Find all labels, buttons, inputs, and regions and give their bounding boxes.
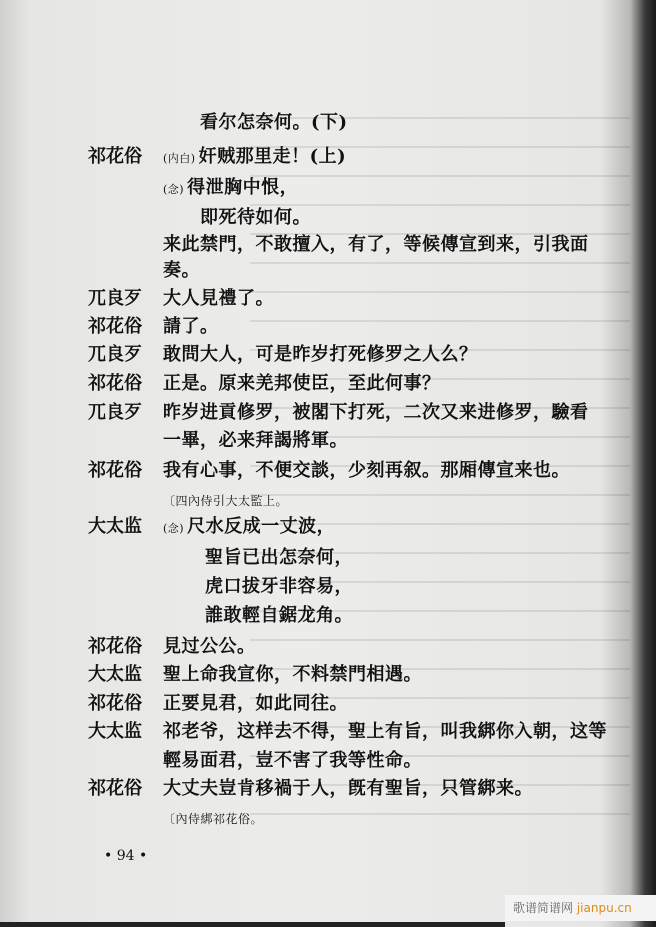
dialogue-line [163, 693, 348, 715]
dialogue-line [163, 460, 570, 482]
stage-direction [163, 489, 288, 512]
dialogue-line [163, 234, 589, 256]
page-number: • 94 • [104, 848, 148, 864]
watermark-cn: 歌谱简谱网 [513, 901, 574, 915]
line-text: 見过公公。 [163, 636, 256, 657]
delivery-note: (念) [163, 183, 185, 196]
speaker-name: 大太监 [88, 721, 142, 742]
dialogue-line [163, 146, 346, 170]
line-text: 聖旨已出怎奈何， [205, 547, 353, 568]
speaker-name: 祁花俗 [88, 373, 142, 394]
speaker-name: 祁花俗 [88, 146, 142, 167]
line-text: 看尔怎奈何。(下) [200, 112, 348, 133]
scan-edge [0, 922, 505, 927]
speaker-name: 大太监 [88, 664, 142, 685]
line-text: 正是。原来羌邦使臣，至此何事？ [163, 373, 441, 394]
speaker-name: 祁花俗 [88, 778, 142, 799]
line-text: 誰敢輕自鋸龙角。 [205, 605, 353, 626]
dialogue-line [163, 516, 335, 540]
line-text: 奸贼那里走！(上) [198, 146, 347, 167]
delivery-note: (内白) [163, 152, 196, 165]
dialogue-line [163, 778, 533, 800]
line-text: 正要見君，如此同往。 [163, 693, 348, 714]
dialogue-line [163, 750, 422, 772]
speaker-name: 祁花俗 [88, 636, 142, 657]
dialogue-line [163, 664, 422, 686]
line-text: 〔四內侍引大太監上。 [163, 494, 289, 508]
dialogue-line [200, 112, 348, 134]
line-text: 大丈夫豈肯移禍于人，旣有聖旨，只管綁来。 [163, 778, 533, 799]
dialogue-line [163, 260, 200, 282]
dialogue-line [163, 721, 607, 743]
dialogue-line [163, 402, 589, 424]
speaker-name: 兀良歹 [88, 402, 142, 423]
line-text: 請了。 [163, 316, 219, 337]
line-text: 我有心事，不便交談，少刻再叙。那厢傳宣来也。 [163, 460, 570, 481]
line-text: 大人見禮了。 [163, 288, 274, 309]
line-text: 祁老爷，这样去不得，聖上有旨，叫我綁你入朝，这等 [163, 721, 607, 742]
dialogue-line [205, 547, 353, 569]
line-text: 昨岁进貢修罗，被閣下打死，二次又来进修罗，驗看 [163, 402, 589, 423]
line-text: 得泄胸中恨， [187, 177, 299, 198]
watermark [505, 895, 656, 921]
dialogue-line [163, 636, 256, 658]
dialogue-line [163, 373, 441, 395]
line-text: 奏。 [163, 260, 200, 281]
line-text: 聖上命我宣你，不料禁門相遇。 [163, 664, 422, 685]
dialogue-line [163, 288, 274, 310]
speaker-name: 兀良歹 [88, 344, 142, 365]
speaker-name: 祁花俗 [88, 460, 142, 481]
dialogue-line [163, 177, 298, 201]
line-text: 尺水反成一丈波， [187, 516, 336, 537]
dialogue-line [205, 605, 353, 627]
line-text: 一畢，必来拜謁將軍。 [163, 430, 348, 451]
line-text: 輕易面君，豈不害了我等性命。 [163, 750, 422, 771]
line-text: 虎口拔牙非容易， [205, 576, 353, 597]
speaker-name: 祁花俗 [88, 316, 142, 337]
line-text: 来此禁門，不敢擅入，有了，等候傳宣到来，引我面 [163, 234, 589, 255]
line-text: 〔內侍綁祁花俗。 [163, 812, 264, 826]
speaker-name: 大太监 [88, 516, 142, 537]
line-text: 敢問大人，可是昨岁打死修罗之人么？ [163, 344, 478, 365]
dialogue-line [200, 207, 311, 229]
speaker-name: 祁花俗 [88, 693, 142, 714]
dialogue-line [163, 316, 219, 338]
dialogue-line [205, 576, 353, 598]
dialogue-line [163, 430, 348, 452]
stage-direction [163, 807, 263, 830]
watermark-en: jianpu.cn [576, 901, 632, 915]
delivery-note: (念) [163, 522, 185, 535]
speaker-name: 兀良歹 [88, 288, 142, 309]
line-text: 即死待如何。 [200, 207, 311, 228]
dialogue-line [163, 344, 478, 366]
